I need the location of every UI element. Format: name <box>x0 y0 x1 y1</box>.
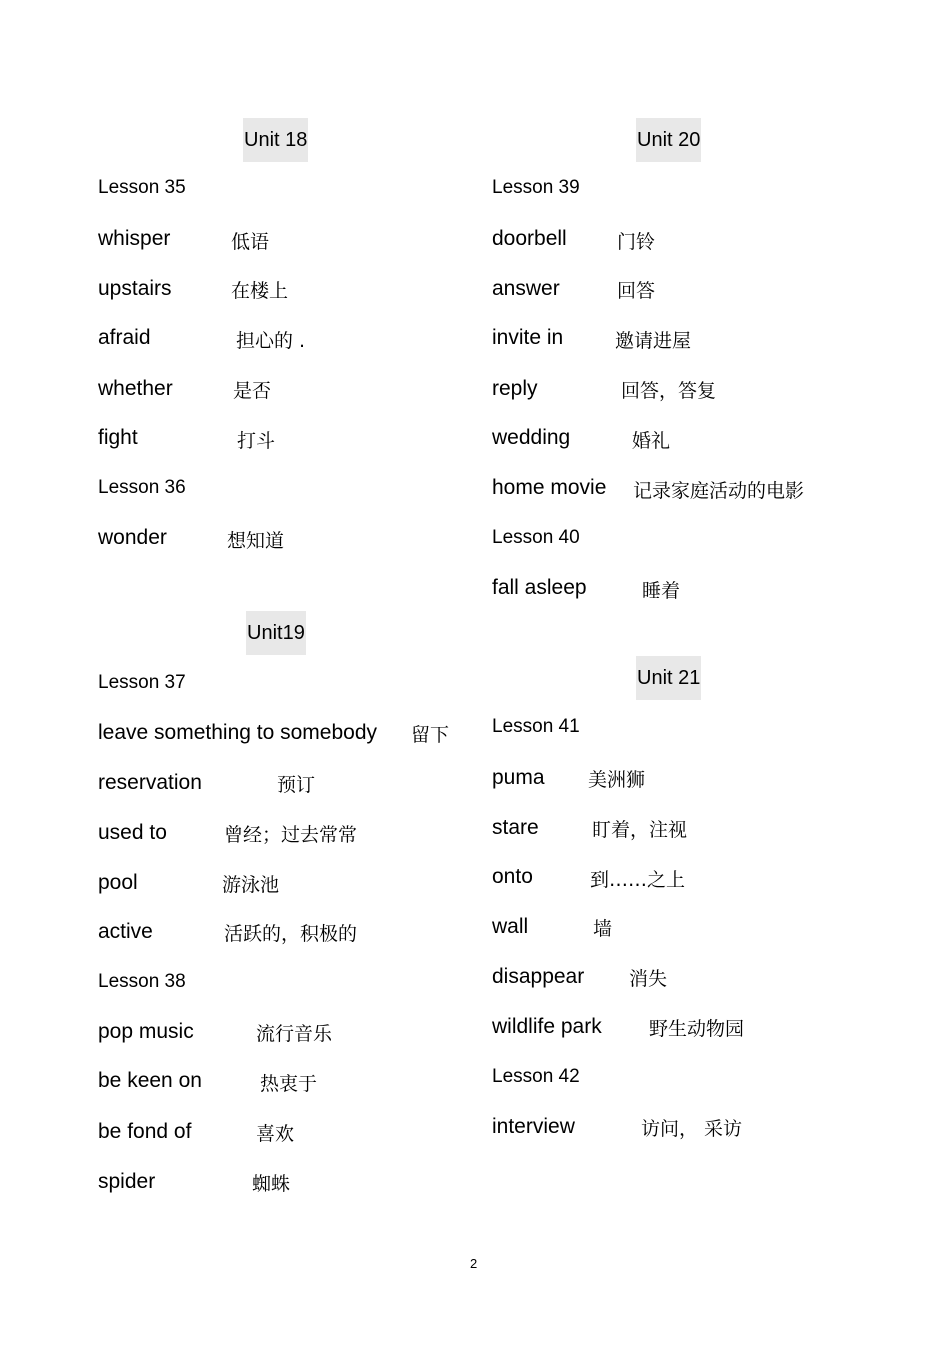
vocab-term: fight <box>98 426 138 449</box>
vocab-term: spider <box>98 1170 156 1193</box>
vocab-term: doorbell <box>492 227 567 250</box>
vocab-translation: 访问， 采访 <box>641 1118 743 1140</box>
vocab-translation: 预订 <box>277 774 316 796</box>
unit-heading-20: Unit 20 <box>636 118 701 162</box>
vocab-translation: 打斗 <box>237 430 276 452</box>
page-number: 2 <box>470 1256 478 1271</box>
vocab-term: invite in <box>492 326 564 349</box>
vocab-translation: 流行音乐 <box>256 1023 333 1045</box>
vocab-term: whisper <box>98 227 171 250</box>
unit-heading-19: Unit19 <box>246 611 306 655</box>
lesson-heading-40: Lesson 40 <box>492 527 580 548</box>
vocab-term: whether <box>98 377 173 400</box>
vocab-term: wonder <box>98 526 167 549</box>
lesson-heading-35: Lesson 35 <box>98 177 186 198</box>
vocab-term: be fond of <box>98 1120 192 1143</box>
vocab-translation: 盯着，注视 <box>592 819 688 841</box>
vocab-term: upstairs <box>98 277 172 300</box>
vocab-translation: 回答，答复 <box>621 380 717 402</box>
vocab-term: stare <box>492 816 539 839</box>
vocab-translation: 野生动物园 <box>649 1018 745 1040</box>
vocab-translation: 游泳池 <box>222 874 280 896</box>
vocab-translation: 在楼上 <box>231 280 289 302</box>
vocab-translation: 消失 <box>629 968 668 990</box>
lesson-heading-39: Lesson 39 <box>492 177 580 198</box>
vocab-translation: 担心的 . <box>236 330 306 352</box>
lesson-heading-42: Lesson 42 <box>492 1066 580 1087</box>
lesson-heading-36: Lesson 36 <box>98 477 186 498</box>
vocab-term: interview <box>492 1115 575 1138</box>
vocab-term: active <box>98 920 153 943</box>
vocab-term: be keen on <box>98 1069 202 1092</box>
vocab-translation: 活跃的，积极的 <box>224 923 358 945</box>
vocab-term: leave something to somebody <box>98 721 377 744</box>
vocab-translation: 到……之上 <box>590 869 686 891</box>
vocab-term: wedding <box>492 426 571 449</box>
vocab-translation: 喜欢 <box>256 1123 295 1145</box>
vocab-translation: 美洲狮 <box>588 769 646 791</box>
vocab-term: onto <box>492 865 533 888</box>
vocab-translation: 留下 <box>411 724 450 746</box>
vocab-translation: 蜘蛛 <box>252 1173 291 1195</box>
vocab-translation: 是否 <box>233 380 272 402</box>
vocab-term: answer <box>492 277 560 300</box>
vocab-translation: 邀请进屋 <box>615 330 692 352</box>
vocab-translation: 婚礼 <box>632 430 671 452</box>
vocab-translation: 曾经；过去常常 <box>224 824 358 846</box>
vocab-term: used to <box>98 821 167 844</box>
vocab-term: disappear <box>492 965 585 988</box>
vocab-translation: 热衷于 <box>260 1073 318 1095</box>
vocab-translation: 门铃 <box>617 231 656 253</box>
vocab-term: puma <box>492 766 545 789</box>
vocab-translation: 低语 <box>231 231 270 253</box>
lesson-heading-37: Lesson 37 <box>98 672 186 693</box>
vocab-translation: 回答 <box>617 280 656 302</box>
vocab-term: wildlife park <box>492 1015 602 1038</box>
vocab-translation: 墙 <box>593 918 613 940</box>
vocab-term: pop music <box>98 1020 194 1043</box>
unit-heading-18: Unit 18 <box>243 118 308 162</box>
vocab-term: afraid <box>98 326 151 349</box>
unit-heading-21: Unit 21 <box>636 656 701 700</box>
vocab-term: fall asleep <box>492 576 587 599</box>
vocab-translation: 睡着 <box>642 580 681 602</box>
vocab-translation: 想知道 <box>227 530 285 552</box>
vocab-term: pool <box>98 871 138 894</box>
vocab-term: wall <box>492 915 529 938</box>
lesson-heading-41: Lesson 41 <box>492 716 580 737</box>
vocab-translation: 记录家庭活动的电影 <box>633 480 805 502</box>
vocab-term: reservation <box>98 771 202 794</box>
vocab-term: reply <box>492 377 538 400</box>
lesson-heading-38: Lesson 38 <box>98 971 186 992</box>
vocab-term: home movie <box>492 476 607 499</box>
